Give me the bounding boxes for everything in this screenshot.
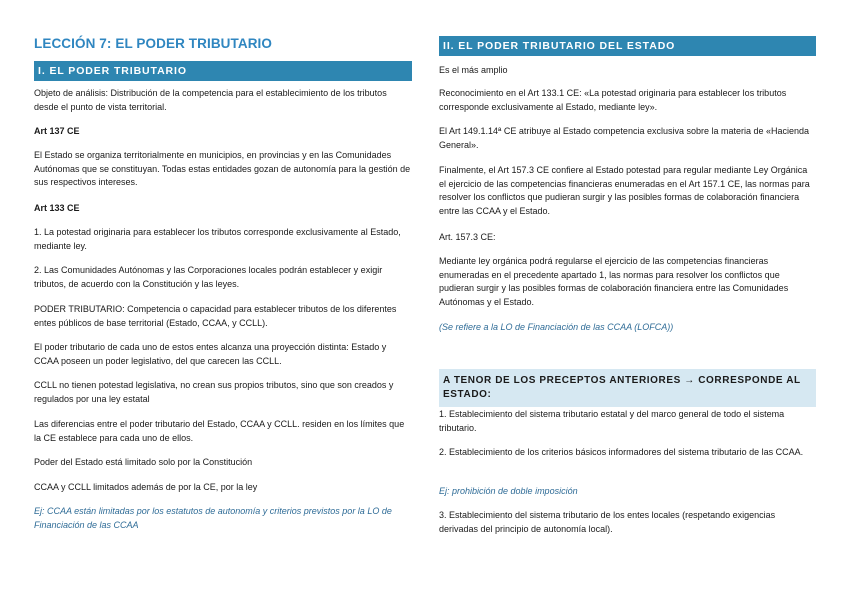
item2-example: Ej: prohibición de doble imposición <box>439 486 578 496</box>
art149-paragraph: El Art 149.1.14ª CE atribuye al Estado competencia exclusiva sobre la materia de «Hacienda General». <box>439 126 810 150</box>
corresponde-item-2: 2. Establecimiento de los criterios básicos informadores del sistema tributario de las CCAA. <box>439 447 804 457</box>
art133-item-2: 2. Las Comunidades Autónomas y las Corporaciones locales podrán establecer y exigir tributos, de acuerdo con la Constitución y las leyes. <box>34 265 383 289</box>
corresponde-item-1: 1. Establecimiento del sistema tributario estatal y del marco general de todo el sistema tributario. <box>439 409 785 433</box>
art157-paragraph: Finalmente, el Art 157.3 CE confiere al Estado potestad para regular mediante Ley Orgánica el ejercicio de las competencias financieras enumeradas en el Art 157.1 CE, las normas para resolver los conflictos que pudieran surgir y las posibles formas de colaboración financiera entre las CCAA y el Estado. <box>439 165 810 216</box>
lofca-note: (Se refiere a la LO de Financiación de las CCAA (LOFCA)) <box>439 322 674 332</box>
section-header-poder-estado: II. EL PODER TRIBUTARIO DEL ESTADO <box>439 36 816 56</box>
lesson-title: LECCIÓN 7: EL PODER TRIBUTARIO <box>34 36 273 51</box>
proyeccion-paragraph: El poder tributario de cada uno de estos entes alcanza una proyección distinta: Estado y CCAA poseen un poder legislativo, del que carecen las CCLL. <box>34 342 387 366</box>
section-header-poder-tributario: I. EL PODER TRIBUTARIO <box>34 61 412 81</box>
art137-heading: Art 137 CE <box>34 126 80 136</box>
ccaa-ccll-paragraph: CCAA y CCLL limitados además de por la CE, por la ley <box>34 482 258 492</box>
art133-item-1: 1. La potestad originaria para establecer los tributos corresponde exclusivamente al Estado, mediante ley. <box>34 227 401 251</box>
ccll-paragraph: CCLL no tienen potestad legislativa, no crean sus propios tributos, sino que son creados y regulados por una ley estatal <box>34 380 394 404</box>
corresponde-item-3: 3. Establecimiento del sistema tributario de los entes locales (respetando exigencias derivadas del principio de autonomía local). <box>439 510 776 534</box>
reconocimiento-paragraph: Reconocimiento en el Art 133.1 CE: «La potestad originaria para establecer los tributos corresponde exclusivamente al Estado, mediante ley». <box>439 88 787 112</box>
art157-text: Mediante ley orgánica podrá regularse el ejercicio de las competencias financieras enumeradas en el precedente apartado 1, las normas para resolver los conflictos que pudieran surgir y las posibles formas de colaboración financiera entre las Comunidades Autónomas y el Estado. <box>439 256 789 307</box>
es-mas-amplio: Es el más amplio <box>439 65 508 75</box>
art137-paragraph: El Estado se organiza territorialmente en municipios, en provincias y en las Comunidades Autónomas que se constituyan. Todas estas entidades gozan de autonomía para la gestión de sus respectivos intereses. <box>34 150 411 187</box>
art133-heading: Art 133 CE <box>34 203 80 213</box>
limitado-paragraph: Poder del Estado está limitado solo por la Constitución <box>34 457 253 467</box>
tenor-header: A TENOR DE LOS PRECEPTOS ANTERIORES → CORRESPONDE AL ESTADO: <box>439 369 816 407</box>
objeto-paragraph: Objeto de análisis: Distribución de la competencia para el establecimiento de los tributos desde el punto de vista territorial. <box>34 88 387 112</box>
art157-heading: Art. 157.3 CE: <box>439 232 496 242</box>
poder-tributario-definition: PODER TRIBUTARIO: Competencia o capacidad para establecer tributos de los diferentes entes públicos de base territorial (Estado, CCAA, y CCLL). <box>34 304 397 328</box>
ejemplo-note: Ej: CCAA están limitadas por los estatutos de autonomía y criterios previstos por la LO de Financiación de las CCAA <box>34 506 392 530</box>
diferencias-paragraph: Las diferencias entre el poder tributario del Estado, CCAA y CCLL. residen en los límites que la CE establece para cada uno de ellos. <box>34 419 405 443</box>
